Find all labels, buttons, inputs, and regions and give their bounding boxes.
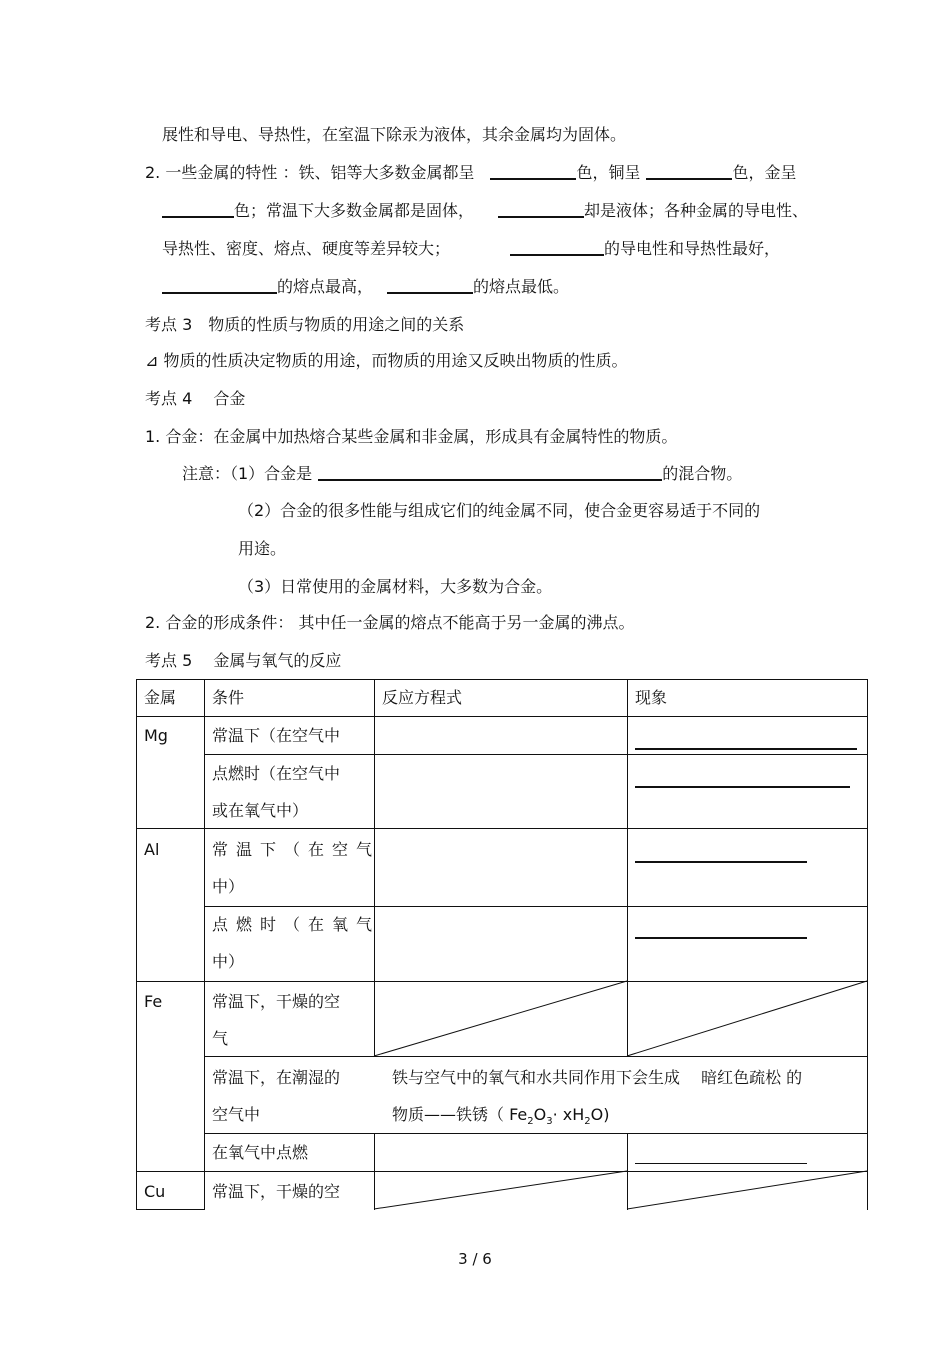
text-line [145, 162, 796, 184]
metal-label: Mg [144, 726, 168, 745]
table-header: 反应方程式 [382, 688, 463, 707]
text-segment: 的熔点最低。 [473, 277, 570, 296]
condition-cell: 常温下（在空气中 [212, 726, 341, 745]
condition-cell: 空气中 [212, 1105, 261, 1124]
rust-description: 铁与空气中的氧气和水共同作用下会生成 暗红色疏松 的 [392, 1068, 803, 1087]
text-segment: 2. 一些金属的特性 ：铁、铝等大多数金属都呈 [145, 163, 475, 182]
text-line: 用途。 [238, 539, 287, 558]
text-segment: 的导电性和导热性最好， [604, 239, 781, 258]
text-segment: O) [590, 1105, 610, 1124]
condition-cell: 常温下，在潮湿的 [212, 1068, 341, 1087]
metal-label: Fe [144, 992, 163, 1011]
subscript: 2 [527, 1116, 534, 1128]
text-segment: 色；常温下大多数金属都是固体， [234, 201, 475, 220]
condition-cell: 常温下，干燥的空 [212, 1182, 341, 1201]
fill-blank[interactable] [646, 162, 732, 180]
text-line [162, 238, 780, 260]
section-heading: 考点 4 合金 [145, 389, 246, 408]
answer-line[interactable] [635, 937, 807, 939]
text-segment: O [533, 1105, 547, 1124]
page-number: 3 / 6 [458, 1250, 492, 1268]
condition-cell: 中） [212, 877, 245, 896]
condition-cell: 常温下（在空气 [212, 840, 381, 859]
condition-cell: 点燃时（在空气中 [212, 764, 341, 783]
text-line: （2）合金的很多性能与组成它们的纯金属不同，使合金更容易适于不同的 [238, 501, 761, 520]
text-segment: 的熔点最高， [277, 277, 374, 296]
text-line: ⊿ 物质的性质决定物质的用途，而物质的用途又反映出物质的性质。 [145, 351, 628, 370]
text-segment: · xH [552, 1105, 585, 1124]
fill-blank[interactable] [162, 200, 234, 218]
answer-line[interactable] [635, 786, 850, 788]
text-segment: 却是液体；各种金属的导电性、 [584, 201, 809, 220]
text-line [182, 463, 742, 485]
text-segment: 色，铜呈 [576, 163, 641, 182]
section-heading: 考点 3 物质的性质与物质的用途之间的关系 [145, 315, 465, 334]
text-segment: 色，金呈 [732, 163, 797, 182]
fill-blank[interactable] [162, 276, 277, 294]
condition-cell: 常温下，干燥的空 [212, 992, 341, 1011]
subscript: 2 [584, 1116, 591, 1128]
answer-line[interactable] [635, 748, 857, 750]
text-line: 1. 合金：在金属中加热熔合某些金属和非金属，形成具有金属特性的物质。 [145, 427, 678, 446]
reaction-table [136, 679, 868, 1210]
text-segment: 物质——铁锈（ Fe [392, 1105, 528, 1124]
condition-cell: 点燃时（在氧气 [212, 915, 381, 934]
condition-cell: 或在氧气中） [212, 801, 309, 820]
text-line: 展性和导电、导热性，在室温下除汞为液体，其余金属均为固体。 [162, 125, 627, 144]
text-line [162, 276, 569, 298]
text-line: （3）日常使用的金属材料，大多数为合金。 [238, 577, 553, 596]
section-heading: 考点 5 金属与氧气的反应 [145, 651, 342, 670]
rust-description [384, 1096, 610, 1140]
fill-blank[interactable] [510, 238, 604, 256]
fill-blank[interactable] [498, 200, 584, 218]
metal-label: Al [144, 840, 160, 859]
table-header: 金属 [144, 688, 177, 707]
fill-blank[interactable] [387, 276, 473, 294]
text-segment: 的混合物。 [662, 464, 743, 483]
text-line: 2. 合金的形成条件： 其中任一金属的熔点不能高于另一金属的沸点。 [145, 613, 635, 632]
answer-line[interactable] [635, 861, 807, 863]
text-segment: 注意：（1）合金是 [182, 464, 313, 483]
table-header: 条件 [212, 688, 245, 707]
text-segment: 导热性、密度、熔点、硬度等差异较大； [162, 239, 451, 258]
answer-line[interactable] [635, 1163, 807, 1164]
condition-cell: 气 [212, 1029, 229, 1048]
text-line [162, 200, 808, 222]
subscript: 3 [546, 1116, 553, 1128]
fill-blank[interactable] [490, 162, 576, 180]
table-header: 现象 [635, 688, 668, 707]
condition-cell: 在氧气中点燃 [212, 1143, 309, 1162]
metal-label: Cu [144, 1182, 166, 1201]
condition-cell: 中） [212, 952, 245, 971]
fill-blank[interactable] [318, 463, 662, 481]
